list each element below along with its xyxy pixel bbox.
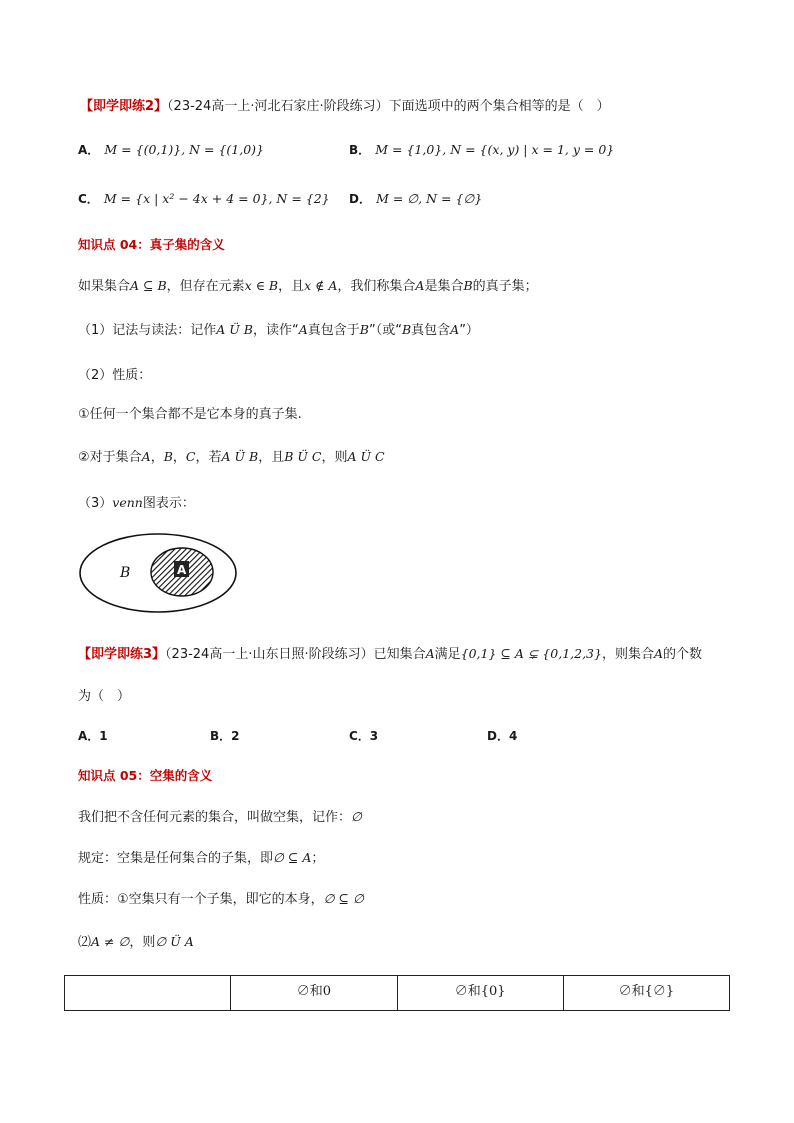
practice3-option-c[interactable]: C．3 bbox=[349, 729, 379, 743]
practice3-option-d[interactable]: D．4 bbox=[487, 729, 518, 743]
option-b-math: M = {1,0}, N = {(x, y) | x = 1, y = 0} bbox=[375, 142, 615, 157]
practice3-question-line2: 为（ ） bbox=[78, 689, 131, 704]
kp04-heading: 知识点 04：真子集的含义 bbox=[78, 237, 225, 252]
practice2-option-c[interactable]: C． M = {x | x² − 4x + 4 = 0}, N = {2} bbox=[78, 191, 330, 206]
option-a-math: M = {(0,1)}, N = {(1,0)} bbox=[104, 142, 264, 157]
practice3-option-a[interactable]: A．1 bbox=[78, 729, 108, 743]
venn-label-b: B bbox=[120, 565, 131, 581]
practice2-question: 下面选项中的两个集合相等的是（ ） bbox=[388, 99, 610, 114]
comparison-table bbox=[64, 975, 730, 1011]
venn-label-a: A bbox=[177, 563, 187, 577]
practice2-source: （23-24高一上·河北石家庄·阶段练习） bbox=[167, 99, 389, 114]
option-d-math: M = ∅, N = {∅} bbox=[376, 191, 483, 206]
table-cell-empty-vs-set-empty: ∅和{∅} bbox=[563, 976, 729, 1011]
kp04-property-title: （2）性质： bbox=[78, 368, 152, 383]
kp05-line1: 我们把不含任何元素的集合，叫做空集，记作：∅ bbox=[78, 809, 362, 825]
practice2-question-line bbox=[80, 95, 610, 114]
table-cell-empty bbox=[65, 976, 231, 1011]
kp04-notation: （1）记法与读法：记作A Ü B，读作“A真包含于B”（或“B真包含A”） bbox=[78, 322, 479, 338]
table-row bbox=[65, 976, 730, 1011]
table-cell-empty-vs-set-zero: ∅和{0} bbox=[397, 976, 563, 1011]
kp05-line4: ⑵A ≠ ∅，则∅ Ü A bbox=[78, 934, 194, 950]
kp05-line3: 性质：①空集只有一个子集，即它的本身，∅ ⊆ ∅ bbox=[78, 891, 364, 907]
kp04-property-2: ②对于集合A，B，C，若A Ü B，且B Ü C，则A Ü C bbox=[78, 449, 385, 465]
practice2-option-d[interactable]: D． M = ∅, N = {∅} bbox=[349, 191, 483, 206]
table-cell-empty-vs-zero: ∅和0 bbox=[231, 976, 397, 1011]
kp04-property-1: ①任何一个集合都不是它本身的真子集. bbox=[78, 407, 302, 422]
practice2-option-b[interactable]: B． M = {1,0}, N = {(x, y) | x = 1, y = 0} bbox=[349, 142, 615, 157]
kp05-heading: 知识点 05：空集的含义 bbox=[78, 768, 213, 783]
kp05-line2: 规定：空集是任何集合的子集，即∅ ⊆ A； bbox=[78, 850, 325, 866]
kp04-venn-title: （3）venn图表示： bbox=[78, 495, 195, 511]
venn-diagram bbox=[78, 532, 240, 614]
practice3-option-b[interactable]: B．2 bbox=[210, 729, 240, 743]
option-c-math: M = {x | x² − 4x + 4 = 0}, N = {2} bbox=[103, 191, 330, 206]
practice2-option-a[interactable]: A． M = {(0,1)}, N = {(1,0)} bbox=[78, 142, 264, 157]
practice3-tag: 【即学即练3】 bbox=[78, 647, 166, 662]
practice2-tag: 【即学即练2】 bbox=[80, 99, 168, 114]
kp04-definition: 如果集合A ⊆ B，但存在元素x ∈ B，且x ∉ A，我们称集合A是集合B的真子集； bbox=[78, 278, 538, 294]
practice3-question-line: 【即学即练3】（23-24高一上·山东日照·阶段练习）已知集合A满足{0,1} ⊆ A ⊊ {0,1,2,3}，则集合A的个数 bbox=[78, 646, 703, 662]
